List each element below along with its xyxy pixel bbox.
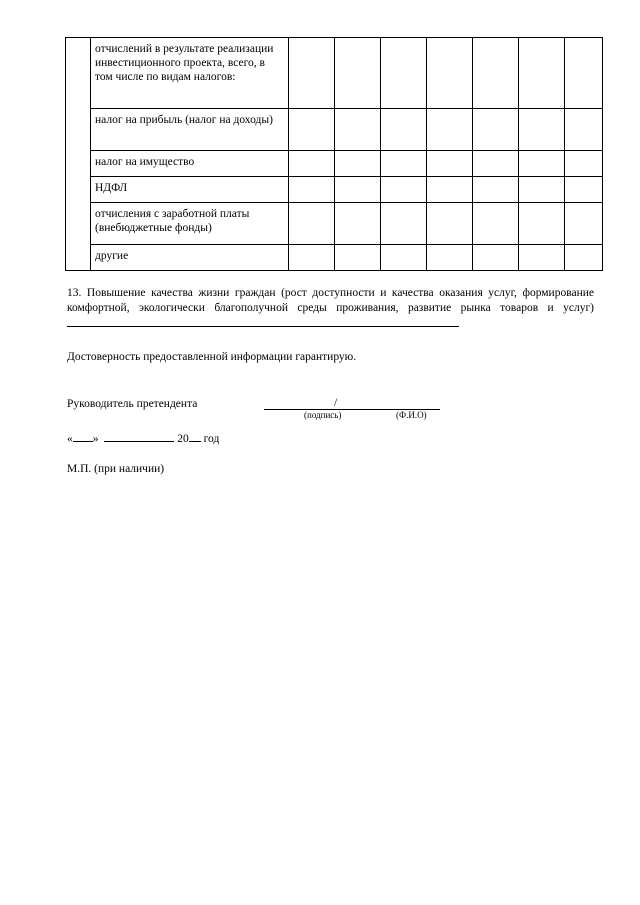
row-label: НДФЛ (91, 177, 289, 203)
row-label: налог на имущество (91, 151, 289, 177)
item-13-paragraph (67, 286, 594, 332)
item-13-fill-line[interactable] (67, 315, 459, 327)
table-row (66, 203, 603, 245)
date-line (67, 430, 367, 447)
row-label: отчисления с заработной платы (внебюджетные фонды) (91, 203, 289, 245)
date-open-quote: « (67, 433, 73, 445)
name-caption: (Ф.И.О) (396, 410, 427, 420)
signature-role: Руководитель претендента (67, 398, 198, 410)
signature-slash: / (334, 397, 338, 409)
day-blank[interactable] (73, 430, 93, 442)
stamp-note: М.П. (при наличии) (67, 463, 165, 475)
row-label: другие (91, 245, 289, 271)
signature-caption: (подпись) (304, 410, 342, 420)
row-label: отчислений в результате реализации инвестиционного проекта, всего, в том числе по видам налогов: (91, 38, 289, 109)
year-blank[interactable] (189, 430, 201, 442)
table-row (66, 38, 603, 109)
year-suffix: год (203, 433, 220, 445)
table-row (66, 245, 603, 271)
row-label: налог на прибыль (налог на доходы) (91, 109, 289, 151)
tax-table (65, 37, 603, 271)
year-prefix: 20 (177, 433, 189, 445)
date-close-quote: » (92, 433, 99, 445)
table-row (66, 177, 603, 203)
month-blank[interactable] (104, 430, 174, 442)
item-13-text: 13. Повышение качества жизни граждан (рост доступности и качества оказания услуг, формирование комфортной, экологически благополучной среды проживания, развитие рынка товаров и услуг) (67, 287, 594, 314)
guarantee-text: Достоверность предоставленной информации гарантирую. (67, 351, 357, 363)
table-row (66, 109, 603, 151)
index-cell (66, 38, 91, 271)
table-row (66, 151, 603, 177)
